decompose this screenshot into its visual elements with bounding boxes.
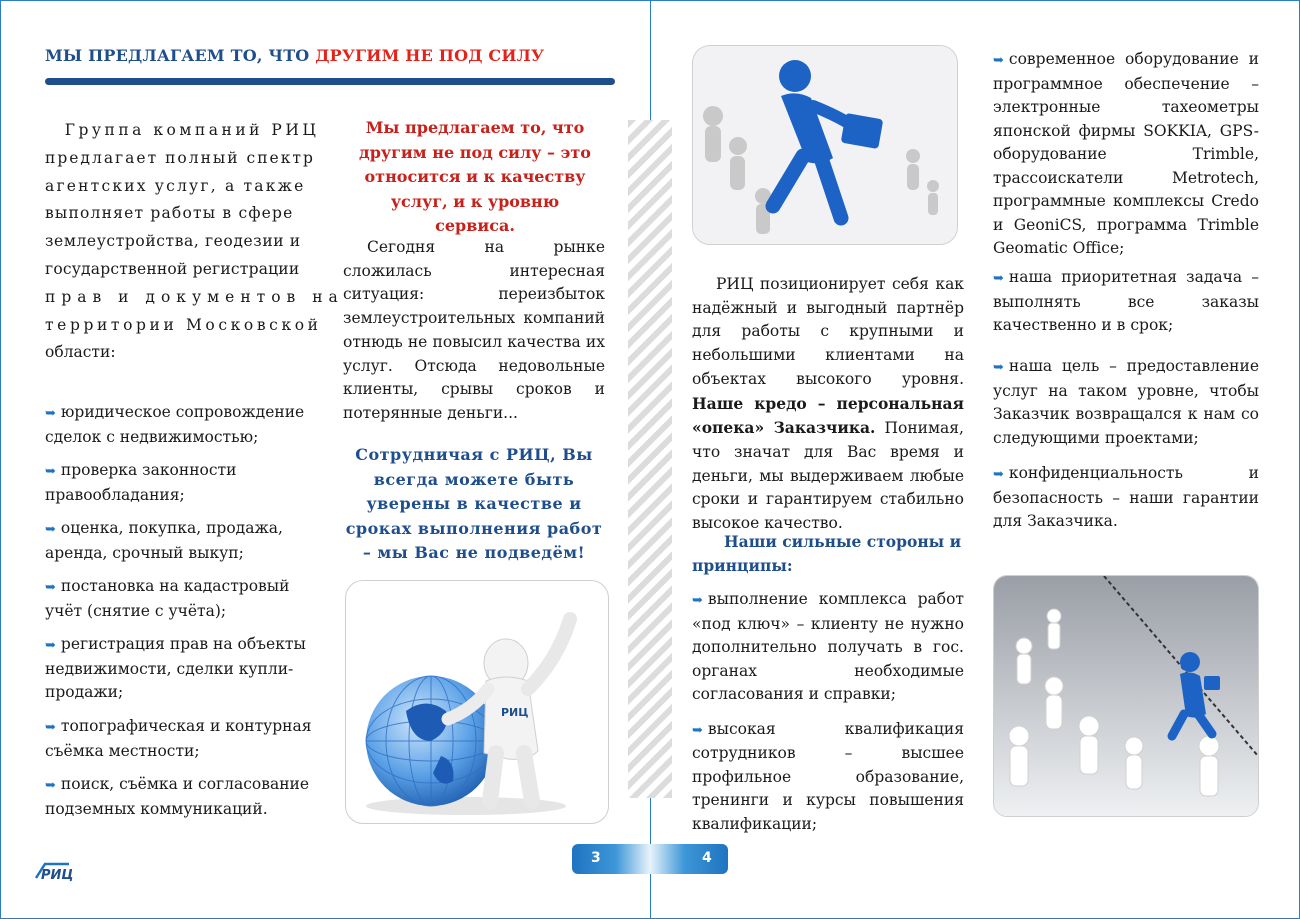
arrow-bullet-icon: ➥ [45,580,56,595]
company-logo [33,860,73,882]
list-item: ➥ выполнение комплекса работ «под ключ» – клиенту не нужно дополнительно получать в гос. органах необходимые согласования и справки; [692,590,964,703]
left-bullet-list [45,401,320,821]
list-item: ➥ современное оборудование и программное обеспечение – электронные тахеометры японской фирмы SOKKIA, GPS-оборудование Trimble, трассоискатели Metrotech, программные комплексы Credo и GeoniCS, программа Trimble Geomatic Office; [993,50,1259,257]
blue-quote: Сотрудничая с РИЦ, Вы всегда можете быть уверены в качестве и сроках выполнения работ – мы Вас не подведём! [345,445,603,562]
arrow-bullet-icon: ➥ [45,720,56,735]
list-item: ➥ наша приоритетная задача – выполнять все заказы качественно и в срок; [993,268,1259,334]
arrow-bullet-icon: ➥ [45,778,56,793]
list-item: ➥ постановка на кадастровый учёт (снятие с учёта); [45,577,290,620]
running-businessman-image [692,45,958,245]
middle-bullet-list [692,588,964,836]
list-item: ➥ конфиденциальность и безопасность – наши гарантии для Заказчика. [993,464,1259,530]
list-item: ➥ юридическое сопровождение сделок с недвижимостью; [45,403,305,446]
logo-text: РИЦ [41,868,74,883]
list-item: ➥ проверка законности правообладания; [45,461,237,504]
list-item: ➥ поиск, съёмка и согласование подземных коммуникаций. [45,775,310,818]
list-item: ➥ регистрация прав на объекты недвижимости, сделки купли-продажи; [45,635,306,701]
page-number-right: 4 [702,850,712,866]
page-number-bar [572,844,728,874]
race-finish-image [993,575,1259,817]
arrow-bullet-icon: ➥ [993,271,1004,286]
arrow-bullet-icon: ➥ [692,722,703,738]
intro-paragraph: Группа компаний РИЦ предлагает полный спектр агентских услуг, а также выполняет работы в сфере землеустройства, геодезии и государственной регистрации прав и документов на территории Московской области: [45,121,344,362]
globe-figure-illustration [346,581,608,823]
list-item: ➥ наша цель – предоставление услуг на таком уровне, чтобы Заказчик возвращался к нам со следующими проектами; [993,357,1259,447]
title-rule [45,78,615,85]
strengths-heading: Наши сильные стороны и принципы: [692,532,962,575]
arrow-bullet-icon: ➥ [993,53,1004,68]
race-illustration [994,576,1258,816]
list-item: ➥ топографическая и контурная съёмка местности; [45,717,312,760]
decorative-stripe [628,120,672,798]
right-bullet-list [993,48,1259,534]
arrow-bullet-icon: ➥ [45,406,56,421]
red-quote: Мы предлагаем то, что другим не под силу – это относится и к качеству услуг, и к уровню сервиса. [359,118,591,235]
list-item: ➥ высокая квалификация сотрудников – высшее профильное образование, тренинги и курсы повышения квалификации; [692,719,964,833]
figure-logo-text: РИЦ [501,706,529,719]
market-paragraph: Сегодня на рынке сложилась интересная ситуация: переизбыток землеустроительных компаний отнюдь не повысил качества их услуг. Отсюда недовольные клиенты, срывы сроков и потерянные деньги... [343,238,605,422]
arrow-bullet-icon: ➥ [993,360,1004,375]
arrow-bullet-icon: ➥ [45,522,56,537]
page-title: МЫ ПРЕДЛАГАЕМ ТО, ЧТО ДРУГИМ НЕ ПОД СИЛУ [45,46,545,65]
running-figures-illustration [693,46,957,244]
partner-paragraph: РИЦ позиционирует себя как надёжный и выгодный партнёр для работы с крупными и небольшими клиентами на объектах высокого уровня. Наше кредо – персональная «опека» Заказчика. Понимая, что значат для Вас время и деньги, мы выдерживаем любые сроки и гарантируем стабильно высокое качество. [692,275,964,533]
page-number-left: 3 [591,850,601,866]
arrow-bullet-icon: ➥ [692,593,703,608]
arrow-bullet-icon: ➥ [45,464,56,479]
arrow-bullet-icon: ➥ [993,467,1004,482]
globe-figure-image [345,580,609,824]
list-item: ➥ оценка, покупка, продажа, аренда, срочный выкуп; [45,519,283,562]
arrow-bullet-icon: ➥ [45,638,56,653]
